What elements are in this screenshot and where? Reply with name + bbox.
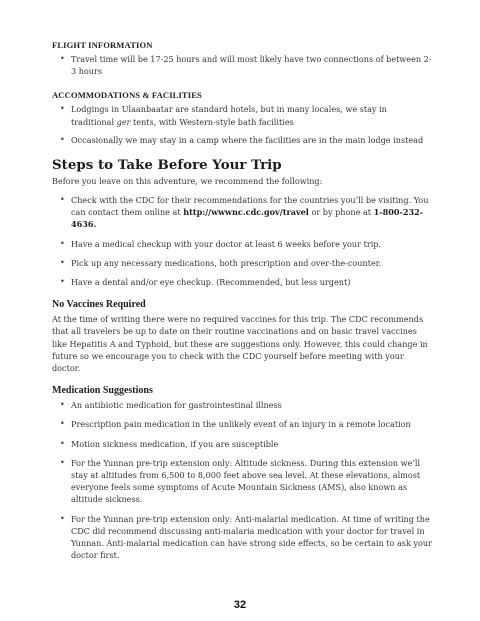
bullet-icon: • xyxy=(60,134,65,144)
vaccines-paragraph: At the time of writing there were no required vaccines for this trip. The CDC recommends that all travelers be up to date on their routine vaccinations and on basic travel vaccines like Hepatitis A and Typhoid, but these are suggestions only. However, this could change in future so we encourage you to check with the CDC yourself before meeting with your doctor. xyxy=(52,314,428,374)
bullet-icon: • xyxy=(60,419,65,429)
bullet-icon: • xyxy=(60,104,65,114)
accommodations-list xyxy=(52,103,432,146)
bullet-icon: • xyxy=(60,457,65,467)
bullet-icon: • xyxy=(60,54,65,63)
list-item: • Motion sickness medication, if you are susceptible xyxy=(60,438,279,449)
vaccines-heading: No Vaccines Required xyxy=(52,299,146,311)
flight-heading: FLIGHT INFORMATION xyxy=(52,40,153,50)
medication-list xyxy=(52,399,432,561)
bullet-icon: • xyxy=(60,195,65,205)
list-item: • For the Yunnan pre-trip extension only: Anti-malarial medication. At time of writing the CDC did recommend discussing anti-malaria medication with your doctor for travel in Yunnan. Anti-malarial medication can have strong side effects, so be certain to ask your doctor first. xyxy=(60,513,432,561)
steps-intro: Before you leave on this adventure, we recommend the following: xyxy=(52,176,323,187)
list-item: • Have a medical checkup with your doctor at least 6 weeks before your trip. xyxy=(60,238,382,249)
list-item: • Occasionally we may stay in a camp where the facilities are in the main lodge instead xyxy=(60,134,424,145)
list-item: • Have a dental and/or eye checkup. (Recommended, but less urgent) xyxy=(60,277,351,288)
page-number: 32 xyxy=(233,599,247,611)
list-item: • Pick up any necessary medications, both prescription and over-the-counter. xyxy=(60,257,382,268)
list-item: • Lodgings in Ulaanbaatar are standard hotels, but in many locales, we stay in traditional ger tents, with Western-style bath facilities xyxy=(60,104,387,127)
cdc-phone: 1-800-232-4636. xyxy=(71,207,424,230)
cdc-link[interactable]: http://wwwnc.cdc.gov/travel xyxy=(183,207,309,218)
medication-heading: Medication Suggestions xyxy=(52,385,153,397)
bullet-icon: • xyxy=(60,438,65,448)
list-item: • An antibiotic medication for gastrointestinal illness xyxy=(60,400,282,411)
bullet-icon: • xyxy=(60,277,65,287)
list-item: • For the Yunnan pre-trip extension only: Altitude sickness. During this extension we’ll stay at altitudes from 6,500 to 8,000 feet above sea level. At these elevations, almost everyone feels some symptoms of Acute Mountain Sickness (AMS), also known as altitude sickness. xyxy=(60,457,421,505)
flight-list xyxy=(52,53,432,77)
steps-list xyxy=(52,194,432,288)
list-item: • Travel time will be 17-25 hours and will most likely have two connections of between 2-3 hours xyxy=(60,54,432,77)
bullet-icon: • xyxy=(60,513,65,523)
list-item: • Prescription pain medication in the unlikely event of an injury in a remote location xyxy=(60,419,411,430)
bullet-icon: • xyxy=(60,257,65,267)
accommodations-heading: ACCOMMODATIONS & FACILITIES xyxy=(52,90,202,101)
steps-heading: Steps to Take Before Your Trip xyxy=(52,157,282,174)
bullet-icon: • xyxy=(60,400,65,410)
page-content xyxy=(52,40,432,561)
list-item: • Check with the CDC for their recommendations for the countries you’ll be visiting. You can contact them online at http://wwwnc.cdc.gov/travel or by phone at 1-800-232-4636. xyxy=(60,195,429,230)
bullet-icon: • xyxy=(60,238,65,248)
